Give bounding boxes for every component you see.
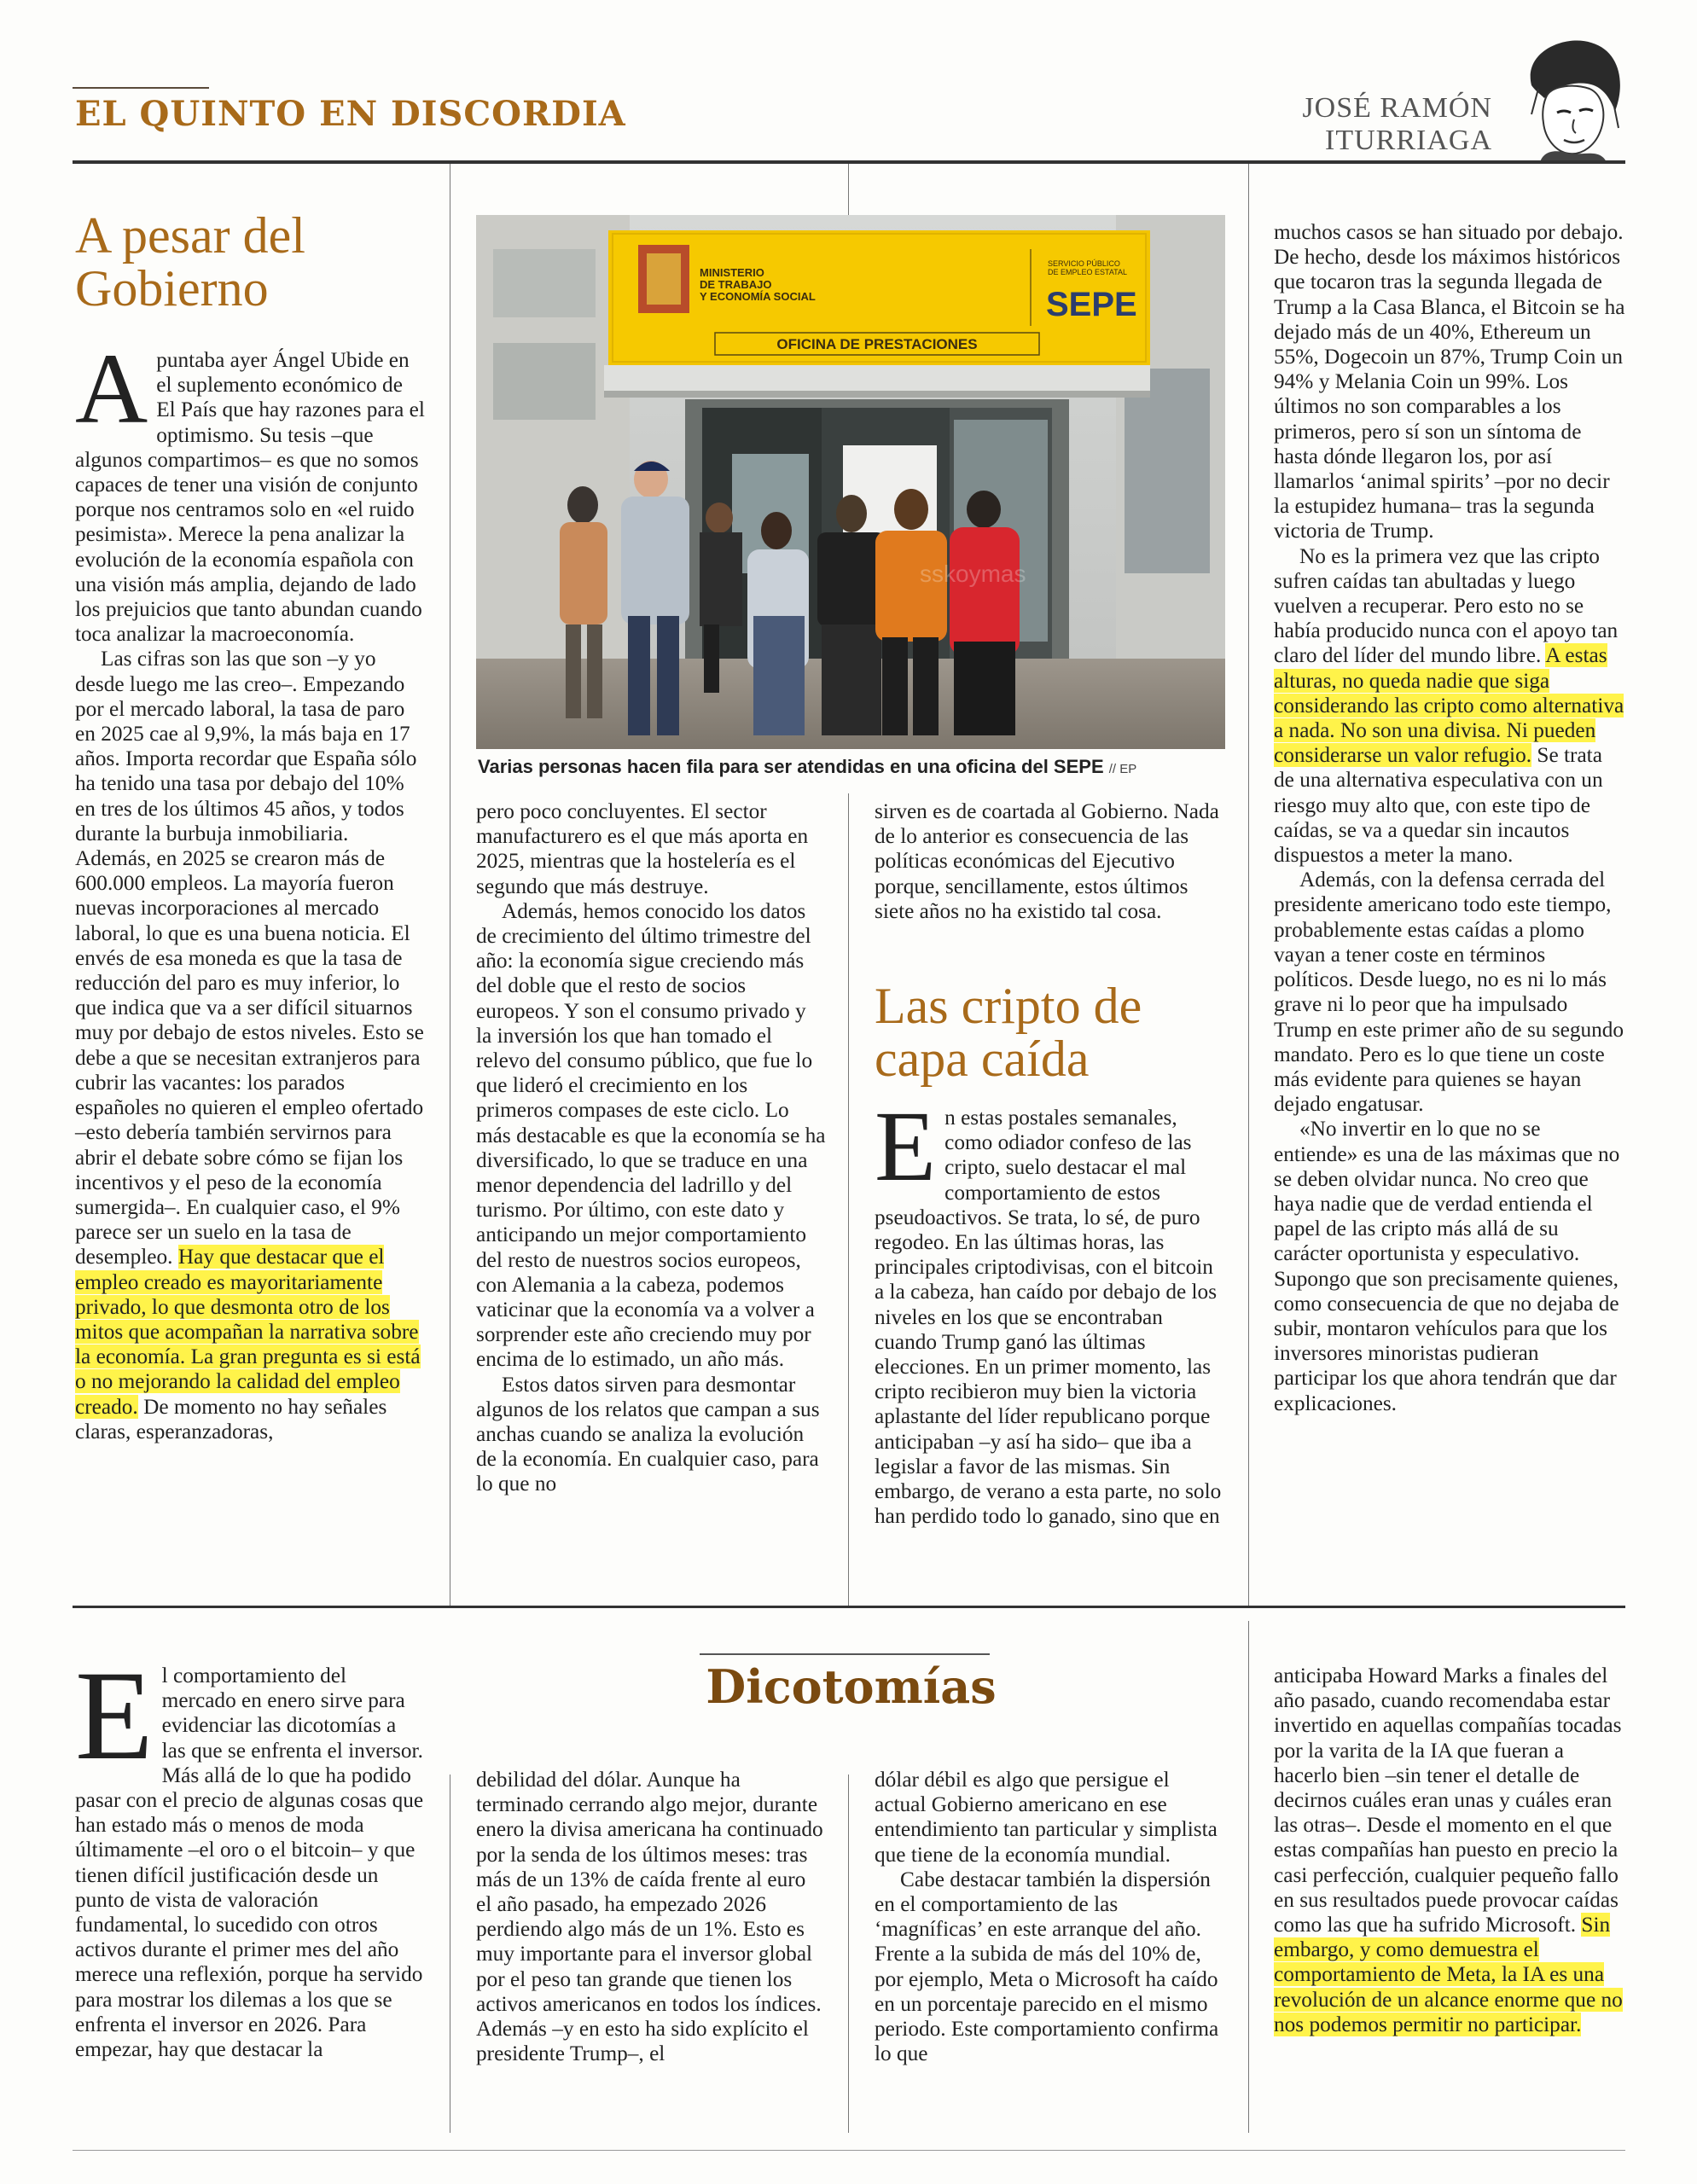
sepe-office-photo	[476, 215, 1225, 749]
article-column	[1274, 1664, 1625, 2037]
svg-text:sskoymas: sskoymas	[920, 561, 1026, 587]
photo-caption	[478, 756, 1136, 778]
article-column	[875, 799, 1224, 924]
lead-paragraph	[875, 1090, 1224, 1529]
sign-office-text: OFICINA DE PRESTACIONES	[776, 336, 978, 352]
column-divider	[848, 1774, 849, 2133]
author-portrait-illustration	[1506, 34, 1634, 162]
highlighted-text: Sin embargo, y como demuestra el comportamiento de Meta, la IA es una revolución de un alcance enorme que no nos podemos permitir no participar.	[1274, 1913, 1623, 2036]
paragraph: pero poco concluyentes. El sector manufacturero es el que más aporta en 2025, mientras que la hostelería es el segundo que más destruye.	[476, 799, 809, 898]
article-headline: Dicotomías	[706, 1659, 997, 1714]
header-rule	[73, 160, 1625, 164]
paragraph-text: anticipaba Howard Marks a finales del año pasado, cuando recomendaba estar invertido en aquellas compañías tocadas por la varita de la IA que fueran a hacerlo bien –sin tener el detalle de decirnos cuáles eran unas y cuáles eran las otras–. Desde el momento en el que estas compañías han puesto en precio la casi perfección, cualquier pequeño fallo en sus resultados puede provocar caídas como las que ha sufrido Microsoft.	[1274, 1664, 1622, 1937]
paragraph: Además, hemos conocido los datos de crecimiento del último trimestre del año: la economía sigue creciendo más del doble que el resto de socios europeos. Y son el consumo privado y la inversión los que han tomado el relevo del consumo público, que fue lo que lideró el crecimiento en los primeros compases de este ciclo. Lo más destacable es que la economía se ha diversificado, lo que se traduce en una menor dependencia del ladrillo y del turismo. Por último, con este dato y anticipando un mejor comportamiento del resto de nuestros socios europeos, con Alemania a la cabeza, podemos vaticinar que la economía va a volver a sorprender este año creciendo muy por encima de lo estimado, un año más.	[476, 898, 826, 1372]
lead-paragraph	[75, 333, 425, 647]
sign-sepe-text: SEPE	[1046, 286, 1137, 323]
author-name-line1: JOSÉ RAMÓN	[1302, 92, 1492, 124]
headline-line: Las cripto de	[875, 978, 1142, 1034]
paragraph: «No invertir en lo que no se entiende» es una de las máximas que no se deben olvidar nunca. No creo que haya nadie que de verdad entienda el papel de las cripto más allá de su carácter oportunista y especulativo. Supongo que son precisamente quienes, como consecuencia de que no dejaba de subir, montaron vehículos para que los inversores minoristas pudieran participar los que ahora tendrán que dar explicaciones.	[1274, 1117, 1620, 1415]
sign-ministry-text: MINISTERIO DE TRABAJO Y ECONOMÍA SOCIAL	[700, 266, 816, 303]
dicotomias-rule	[700, 1653, 990, 1655]
header-accent-rule	[73, 87, 209, 89]
paragraph	[1274, 544, 1625, 868]
article-column	[476, 799, 826, 1497]
headline-line: Gobierno	[75, 260, 269, 317]
paragraph: muchos casos se han situado por debajo. De hecho, desde los máximos históricos que tocaron tras la segunda llegada de Trump a la Casa Blanca, el Bitcoin se ha dejado más de un 40%, Ethereum un 55%, Dogecoin un 87%, Trump Coin un 94% y Melania Coin un 99%. Los últimos no son comparables a los primeros, pero sí son un síntoma de hasta dónde llegaron los, por así llamarlos ‘animal spirits’ –por no decir la estupidez humana– tras la segunda victoria de Trump.	[1274, 220, 1625, 543]
drop-cap: E	[75, 1645, 154, 1786]
paragraph: sirven es de coartada al Gobierno. Nada de lo anterior es consecuencia de las políticas económicas del Ejecutivo porque, sencillamente, estos últimos siete años no ha existido tal cosa.	[875, 799, 1219, 923]
sign-service-text: SERVICIO PÚBLICO DE EMPLEO ESTATAL	[1048, 259, 1128, 276]
column-divider	[1248, 1621, 1249, 2133]
paragraph-text: No es la primera vez que las cripto sufren caídas tan abultadas y luego vuelven a recuperar. Pero esto no se había producido nunca con el apoyo tan claro del líder del mundo libre.	[1274, 543, 1619, 668]
paragraph: Estos datos sirven para desmontar algunos de los relatos que campan a sus anchas cuando se analiza la evolución de la economía. En cualquier caso, para lo que no	[476, 1372, 820, 1496]
article-headline	[75, 209, 305, 315]
highlighted-text: Hay que destacar que el empleo creado es mayoritariamente privado, lo que desmonta otro de los mitos que acompañan la narrativa sobre la economía. La gran pregunta es si está o no mejorando la calidad del empleo creado.	[75, 1245, 421, 1419]
paragraph-text: l comportamiento del mercado en enero sirve para evidenciar las dicotomías a las que se enfrenta el inversor. Más allá de lo que ha podido pasar con el precio de algunas cosas que han estado más o menos de moda últimamente –el oro o el bitcoin– y que tienen difícil justificación desde un punto de vista de valoración fundamental, lo sucedido con otros activos durante el primer mes del año merece una reflexión, porque ha servido para mostrar los dilemas a los que se enfrenta el inversor en 2026. Para empezar, hay que destacar la	[75, 1664, 424, 2062]
article-column	[75, 1645, 425, 2062]
section-divider-rule	[73, 1606, 1625, 1608]
paragraph-text: n estas postales semanales, como odiador confeso de las cripto, suelo destacar el mal comportamiento de estos pseudoactivos. Se trata, lo sé, de puro regodeo. En las últimas horas, las principales criptodivisas, con el bitcoin a la cabeza, han caído por debajo de los niveles en los que se encontraban cuando Trump ganó las últimas elecciones. En un primer momento, las cripto recibieron muy bien la victoria aplastante del líder republicano porque anticipaban –y así ha sido– que iba a legislar a favor de las mismas. Sin embargo, de verano a esta parte, no solo han perdido todo lo ganado, sino que en	[875, 1106, 1222, 1529]
lead-paragraph	[75, 1645, 425, 2062]
paragraph: debilidad del dólar. Aunque ha terminado cerrando algo mejor, durante enero la divisa americana ha continuado por la senda de los últimos meses: tras más de un 13% de caída frente al euro el año pasado, ha empezado 2026 perdiendo algo más de un 1%. Esto es muy importante para el inversor global por el peso tan grande que tienen los activos americanos en todos los índices. Además –y en esto ha sido explícito el presidente Trump–, el	[476, 1768, 823, 2066]
article-column	[75, 333, 425, 1444]
paragraph: Además, con la defensa cerrada del presidente americano todo este tiempo, probablemente estas caídas a plomo vayan a tener coste en términos políticos. Desde luego, no es ni lo más grave ni lo peor que ha impulsado Trump en este primer año de su segundo mandato. Pero es lo que tiene un coste más evidente para quienes se hayan dejado engatusar.	[1274, 868, 1624, 1117]
paragraph-text: De momento no hay señales claras, esperanzadoras,	[75, 1394, 387, 1443]
drop-cap: A	[75, 333, 148, 444]
highlighted-text: A estas alturas, no queda nadie que siga considerando las cripto como alternativa a nada. No son una divisa. Ni pueden considerarse un valor refugio.	[1274, 643, 1624, 768]
headline-line: capa caída	[875, 1031, 1090, 1087]
column-divider	[1248, 164, 1249, 1606]
article-column	[476, 1768, 826, 2066]
paragraph: Cabe destacar también la dispersión en el comportamiento de las ‘magníficas’ en este arranque del año. Frente a la subida de más del 10% de, por ejemplo, Meta o Microsoft ha caído en un porcentaje parecido en el mismo periodo. Este comportamiento confirma lo que	[875, 1867, 1219, 2066]
caption-text: Varias personas hacen fila para ser atendidas en una oficina del SEPE	[478, 756, 1104, 777]
author-name-line2: ITURRIAGA	[1325, 125, 1492, 156]
paragraph-text: puntaba ayer Ángel Ubide en el suplemento económico de El País que hay razones para el optimismo. Su tesis –que algunos compartimos– es que no somos capaces de tener una visión de conjunto porque nos centramos solo en «el ruido pesimista». Merece la pena analizar la evolución de la economía española con una visión más amplia, dejando de lado los prejuicios que tanto abundan cuando toca analizar la macroeconomía.	[75, 348, 425, 647]
article-column	[875, 1090, 1224, 1529]
section-title: EL QUINTO EN DISCORDIA	[75, 94, 626, 134]
paragraph	[1274, 1664, 1625, 2037]
drop-cap: E	[875, 1090, 937, 1202]
column-divider	[848, 793, 849, 1606]
paragraph-text: Se trata de una alternativa especulativa con un riesgo muy alto que, con este tipo de caídas, se va a quedar sin incautos dispuestos a meter la mano.	[1274, 743, 1603, 868]
paragraph	[75, 647, 425, 1444]
photo-credit: // EP	[1108, 762, 1137, 776]
paragraph: dólar débil es algo que persigue el actual Gobierno americano en ese entendimiento tan particular y simplista que tiene de la economía mundial.	[875, 1768, 1218, 1867]
paragraph-text: Las cifras son las que son –y yo desde luego me las creo–. Empezando por el mercado laboral, la tasa de paro en 2025 cae al 9,9%, la más baja en 17 años. Importa recordar que España sólo ha tenido una tasa por debajo del 10% en tres de los últimos 45 años, y todos durante la burbuja inmobiliaria. Además, en 2025 se crearon más de 600.000 empleos. La mayoría fueron nuevas incorporaciones al mercado laboral, lo que es una buena noticia. El envés de esa moneda es que la tasa de reducción del paro es muy inferior, lo que indica que va a ser difícil situarnos muy por debajo de estos niveles. Esto se debe a que se necesitan extranjeros para cubrir las vacantes: los parados españoles no quieren el empleo ofertado –esto debería también servirnos para abrir el debate sobre cómo se fijan los incentivos y el peso de la economía sumergida–. En cualquier caso, el 9% parece ser un suelo en la tasa de desempleo.	[75, 647, 424, 1269]
article-column	[1274, 220, 1625, 1416]
author-byline	[1302, 92, 1492, 157]
bottom-rule	[73, 2150, 1625, 2151]
article-column	[875, 1768, 1224, 2066]
headline-line: A pesar del	[75, 207, 305, 264]
article-headline	[875, 979, 1142, 1085]
